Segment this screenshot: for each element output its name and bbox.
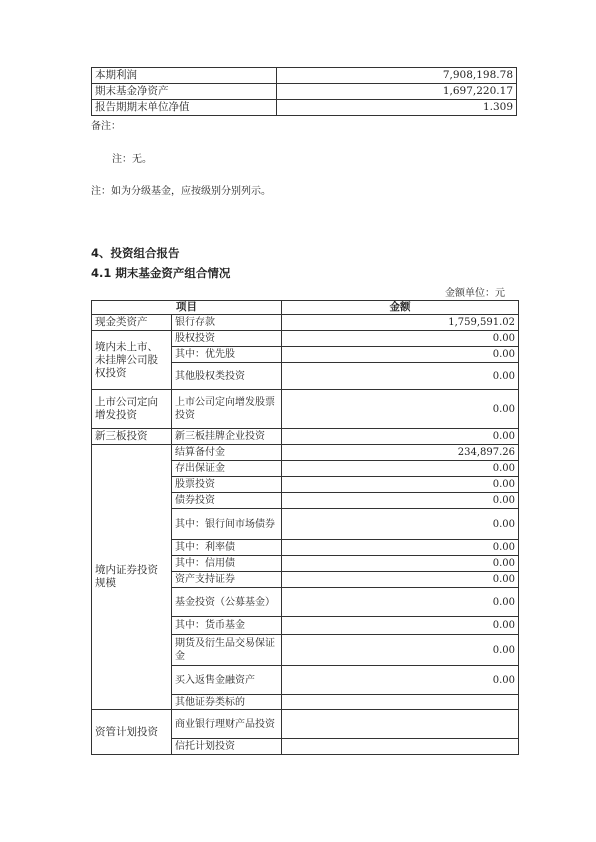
table-row [92, 445, 519, 461]
table-row [92, 710, 519, 739]
row-amount: 0.00 [282, 347, 519, 363]
asset-allocation-table [91, 300, 519, 755]
row-amount: 0.00 [282, 666, 519, 695]
row-item: 基金投资（公募基金） [172, 588, 282, 617]
row-amount: 0.00 [282, 390, 519, 429]
header-item: 项目 [92, 301, 282, 315]
row-item: 新三板挂牌企业投资 [172, 429, 282, 445]
row-amount: 0.00 [282, 556, 519, 572]
row-amount: 0.00 [282, 540, 519, 556]
row-amount: 0.00 [282, 635, 519, 666]
category-private-placement: 上市公司定向增发投资 [92, 390, 172, 429]
category-domestic-securities: 境内证券投资规模 [92, 445, 172, 710]
table-row [92, 84, 517, 100]
table-row [92, 331, 519, 347]
row-item: 其中：信用债 [172, 556, 282, 572]
category-cash: 现金类资产 [92, 315, 172, 331]
table-header-row [92, 301, 519, 315]
row-amount [282, 710, 519, 739]
row-item: 结算备付金 [172, 445, 282, 461]
table-row [92, 315, 519, 331]
row-amount: 0.00 [282, 429, 519, 445]
table-row [92, 68, 517, 84]
row-item: 银行存款 [172, 315, 282, 331]
row-item: 上市公司定向增发股票投资 [172, 390, 282, 429]
remark-note: 注：无。 [112, 154, 152, 165]
row-item: 资产支持证券 [172, 572, 282, 588]
row-amount [282, 739, 519, 755]
category-neeq: 新三板投资 [92, 429, 172, 445]
section-subtitle: 4.1 期末基金资产组合情况 [91, 266, 231, 280]
row-amount: 0.00 [282, 461, 519, 477]
row-amount: 0.00 [282, 493, 519, 509]
row-value: 1.309 [277, 100, 517, 116]
row-amount: 0.00 [282, 509, 519, 540]
category-asset-mgmt: 资管计划投资 [92, 710, 172, 755]
row-item: 存出保证金 [172, 461, 282, 477]
row-amount: 1,759,591.02 [282, 315, 519, 331]
row-value: 1,697,220.17 [277, 84, 517, 100]
row-amount: 0.00 [282, 331, 519, 347]
row-item: 其他股权类投资 [172, 363, 282, 390]
row-label: 期末基金净资产 [92, 84, 277, 100]
row-amount: 0.00 [282, 572, 519, 588]
row-amount: 0.00 [282, 477, 519, 493]
header-amount: 金额 [282, 301, 519, 315]
row-item: 其中：银行间市场债券 [172, 509, 282, 540]
row-amount [282, 695, 519, 710]
summary-table [91, 67, 517, 116]
row-item: 其中：利率债 [172, 540, 282, 556]
graded-fund-note: 注：如为分级基金，应按级别分别列示。 [91, 186, 271, 197]
unit-label: 金额单位：元 [445, 288, 505, 299]
row-item: 股票投资 [172, 477, 282, 493]
table-row [92, 429, 519, 445]
row-item: 股权投资 [172, 331, 282, 347]
table-row [92, 390, 519, 429]
row-item: 其中：货币基金 [172, 617, 282, 635]
row-item: 其他证券类标的 [172, 695, 282, 710]
row-item: 其中：优先股 [172, 347, 282, 363]
section-title: 4、投资组合报告 [91, 246, 180, 260]
row-item: 债券投资 [172, 493, 282, 509]
row-value: 7,908,198.78 [277, 68, 517, 84]
row-label: 报告期期末单位净值 [92, 100, 277, 116]
row-amount: 0.00 [282, 588, 519, 617]
row-amount: 0.00 [282, 363, 519, 390]
row-item: 商业银行理财产品投资 [172, 710, 282, 739]
row-amount: 234,897.26 [282, 445, 519, 461]
row-amount: 0.00 [282, 617, 519, 635]
remark-label: 备注： [91, 121, 121, 132]
row-item: 期货及衍生品交易保证金 [172, 635, 282, 666]
category-unlisted-equity: 境内未上市、未挂牌公司股权投资 [92, 331, 172, 390]
row-label: 本期利润 [92, 68, 277, 84]
table-row [92, 100, 517, 116]
row-item: 买入返售金融资产 [172, 666, 282, 695]
row-item: 信托计划投资 [172, 739, 282, 755]
